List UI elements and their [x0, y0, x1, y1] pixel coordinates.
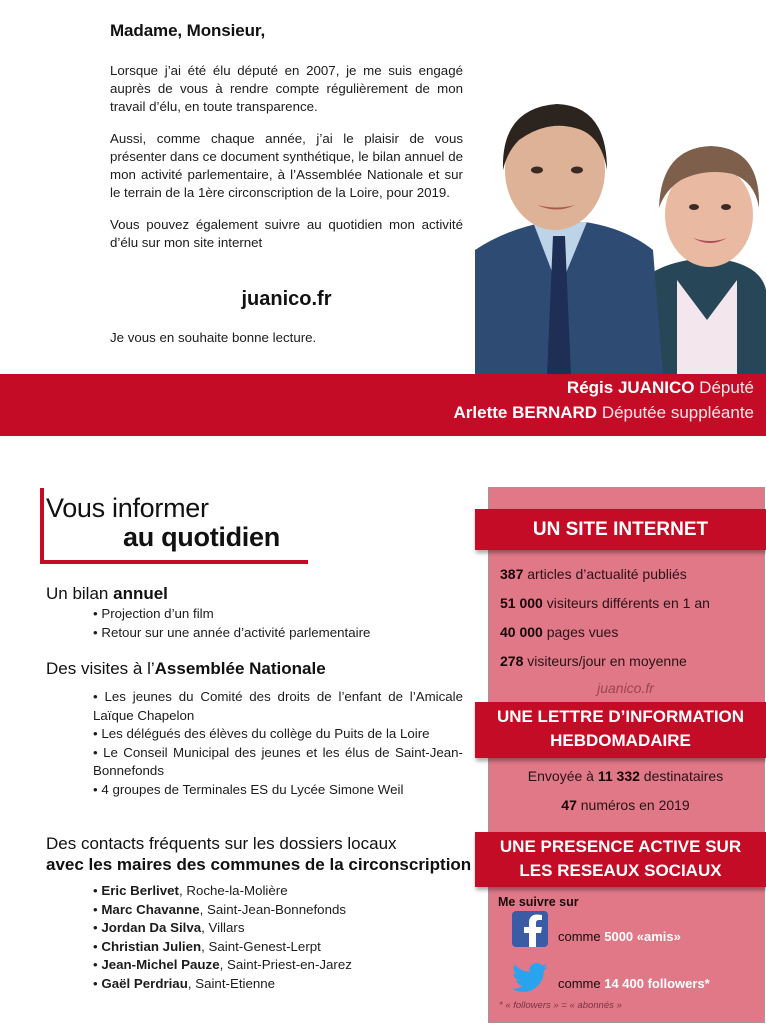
bilan-heading	[46, 584, 168, 604]
letter-closing: Je vous en souhaite bonne lecture.	[110, 330, 317, 345]
letter-paragraph: Aussi, comme chaque année, j’ai le plaisir de vous présenter dans ce document synthétique, le bilan annuel de mon activité parlementaire, à l’Assemblée Nationale et sur le terrain de la 1ère circonscription de la Loire, pour 2019.	[110, 131, 463, 200]
social-heading-line2: LES RESEAUX SOCIAUX	[519, 861, 722, 880]
title-accent-vertical	[40, 488, 44, 564]
visites-list	[93, 688, 463, 799]
stat-value: 278	[500, 653, 524, 669]
list-item: • Retour sur une année d’activité parlementaire	[93, 624, 370, 643]
website-link[interactable]: juanico.fr	[241, 288, 332, 310]
bilan-heading-plain: Un bilan	[46, 584, 114, 603]
stat-value: 11 332	[597, 768, 640, 784]
mayor-name: Gaël Perdriau	[101, 975, 188, 991]
newsletter-heading-line2: HEBDOMADAIRE	[550, 731, 691, 750]
mayor-town: , Roche-la-Molière	[178, 883, 288, 898]
stat-label: pages vues	[542, 624, 619, 640]
portrait-photo	[475, 90, 766, 376]
facebook-glyph	[512, 911, 548, 947]
site-stat	[500, 653, 687, 669]
list-item: • Les jeunes du Comité des droits de l’enfant de l’Amicale Laïque Chapelon	[93, 688, 463, 725]
letter-paragraph: Lorsque j’ai été élu député en 2007, je me suis engagé auprès de vous à rendre compte régulièrement de mon travail d’élu, en toute transparence.	[110, 63, 463, 114]
list-item: • Le Conseil Municipal des jeunes et les élus de Saint-Jean-Bonnefonds	[93, 744, 463, 781]
stat-label: visiteurs différents en 1 an	[542, 595, 710, 611]
stat-label: numéros en 2019	[576, 797, 690, 813]
deputy-line	[567, 378, 754, 398]
site-stat	[500, 566, 687, 582]
list-item	[93, 938, 352, 957]
substitute-role: Députée suppléante	[597, 403, 754, 422]
social-heading-line1: UNE PRESENCE ACTIVE SUR	[499, 837, 742, 856]
twitter-stat	[558, 976, 710, 991]
newsletter-ribbon	[475, 702, 766, 758]
deputy-name: Régis JUANICO	[566, 378, 695, 397]
newsletter-heading-line1: UNE LETTRE D’INFORMATION	[496, 707, 745, 726]
mayor-name: Christian Julien	[101, 938, 202, 954]
mayor-name: Jordan Da Silva	[101, 920, 202, 935]
substitute-name: Arlette BERNARD	[453, 403, 598, 422]
section-title-line1: Vous informer	[46, 493, 209, 523]
contacts-heading-line2: avec les maires des communes de la circonscription	[46, 855, 472, 874]
list-item	[93, 901, 352, 920]
visites-heading-bold: Assemblée Nationale	[154, 659, 326, 678]
mayor-town: , Saint-Jean-Bonnefonds	[199, 901, 347, 917]
list-item	[93, 919, 352, 938]
mayor-name: Jean-Michel Pauze	[101, 957, 220, 972]
stat-label: destinataires	[639, 768, 724, 784]
stat-value: 51 000	[500, 595, 543, 611]
followers-footnote: * « followers » = « abonnés »	[499, 1000, 622, 1011]
list-item	[93, 975, 352, 994]
mayor-town: , Saint-Genest-Lerpt	[201, 938, 321, 954]
follow-label: Me suivre sur	[498, 895, 579, 909]
facebook-stat	[558, 929, 681, 944]
site-stat	[500, 624, 618, 640]
social-value: 14 400 followers*	[604, 976, 710, 991]
letter-body	[110, 62, 463, 252]
list-item: • Projection d’un film	[93, 605, 370, 624]
substitute-line	[454, 403, 754, 423]
mayor-town: , Saint-Priest-en-Jarez	[219, 957, 352, 972]
title-accent-horizontal	[40, 560, 308, 564]
twitter-glyph	[512, 963, 548, 993]
site-url[interactable]: juanico.fr	[597, 680, 654, 696]
letter-paragraph: Vous pouvez également suivre au quotidien mon activité d’élu sur mon site internet	[110, 217, 463, 250]
mayor-town: , Villars	[201, 920, 245, 935]
visites-heading-plain: Des visites à l’	[46, 659, 155, 678]
bilan-list	[93, 605, 370, 642]
mayor-name: Eric Berlivet	[101, 883, 179, 898]
stat-value: 47	[561, 797, 577, 813]
deputy-role: Député	[694, 378, 754, 397]
stat-value: 387	[500, 566, 524, 582]
stat-label: articles d’actualité publiés	[523, 566, 687, 582]
social-ribbon	[475, 832, 766, 887]
site-ribbon: UN SITE INTERNET	[475, 509, 766, 550]
portrait-regis-juanico	[475, 104, 663, 376]
facebook-icon[interactable]	[512, 911, 548, 947]
list-item: • 4 groupes de Terminales ES du Lycée Simone Weil	[93, 781, 463, 800]
site-stat	[500, 595, 710, 611]
social-prefix: comme	[558, 976, 605, 991]
bilan-heading-bold: annuel	[113, 584, 168, 603]
newsletter-stat-recipients	[488, 768, 763, 784]
section-title-line2: au quotidien	[123, 522, 280, 552]
social-value: 5000 «amis»	[604, 929, 681, 944]
list-item: • Les délégués des élèves du collège du Puits de la Loire	[93, 725, 463, 744]
mayor-town: , Saint-Etienne	[187, 975, 276, 991]
twitter-icon[interactable]	[512, 963, 548, 993]
mayor-name: Marc Chavanne	[101, 901, 200, 917]
greeting: Madame, Monsieur,	[110, 21, 266, 40]
stat-label: visiteurs/jour en moyenne	[523, 653, 687, 669]
contacts-heading-line1: Des contacts fréquents sur les dossiers locaux	[46, 834, 397, 853]
stat-value: 40 000	[500, 624, 543, 640]
visites-heading	[46, 659, 326, 679]
portrait-illustration	[475, 90, 766, 376]
contacts-list	[93, 882, 352, 993]
list-item	[93, 956, 352, 975]
stat-label: Envoyée à	[527, 768, 598, 784]
social-prefix: comme	[558, 929, 605, 944]
list-item	[93, 882, 352, 901]
newsletter-stat-issues	[488, 797, 763, 813]
